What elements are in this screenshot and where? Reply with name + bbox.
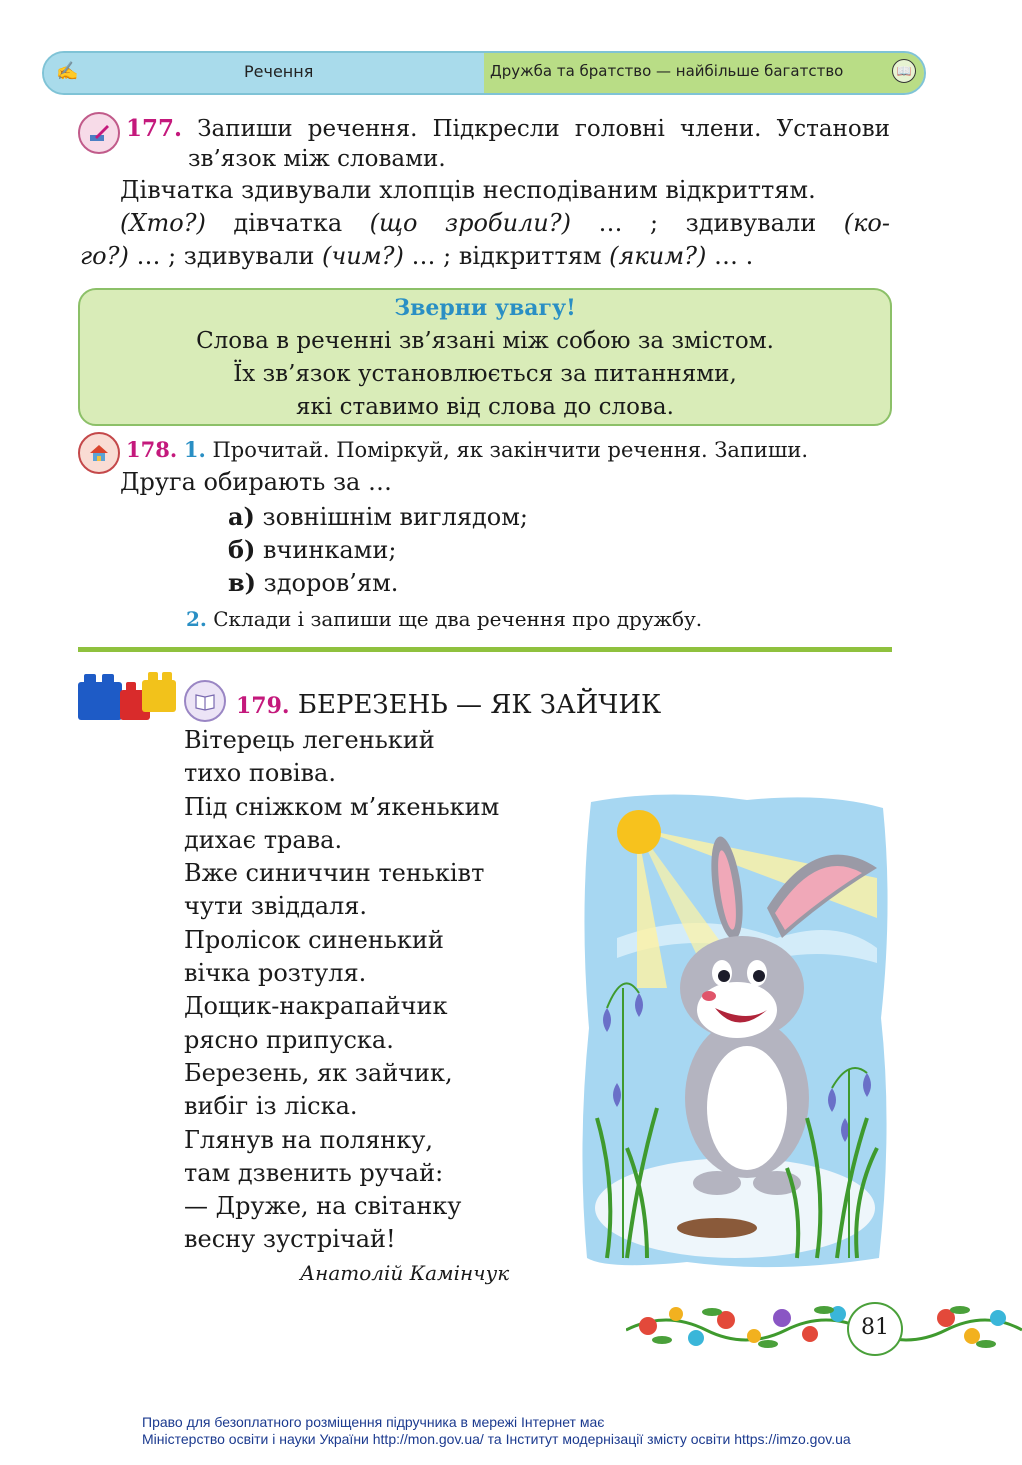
question-with-what: (чим?) bbox=[321, 242, 404, 270]
footer-line-1: Право для безоплатного розміщення підручника в мережі Інтернет має bbox=[142, 1414, 605, 1430]
section-title: Речення bbox=[244, 62, 314, 81]
poem-line: чути звіддаля. bbox=[184, 892, 368, 921]
option-b bbox=[228, 533, 396, 567]
task-179-heading bbox=[236, 690, 661, 720]
book-icon: 📖 bbox=[892, 59, 916, 83]
poem-line: там дзвенить ручай: bbox=[184, 1158, 444, 1187]
poem-line: Вітерець легенький bbox=[184, 726, 435, 754]
poem-line: Березень, як зайчик, bbox=[184, 1058, 453, 1087]
option-b-letter: б) bbox=[228, 535, 256, 564]
task-179-number: 179. bbox=[236, 693, 290, 719]
poem-line: тихо повіва. bbox=[184, 759, 336, 788]
writing-task-icon bbox=[78, 112, 120, 154]
task-177-line-1 bbox=[126, 112, 890, 146]
question-which: (яким?) bbox=[609, 242, 707, 270]
home-task-icon bbox=[78, 432, 120, 474]
poem-line: Глянув на полянку, bbox=[184, 1125, 434, 1154]
lego-bricks-icon bbox=[76, 668, 180, 724]
task-177-questions-line-2 bbox=[80, 240, 753, 273]
task-178-instruction: Прочитай. Поміркуй, як закінчити речення. Запиши. bbox=[212, 438, 809, 462]
task-178-instruction-2: Склади і запиши ще два речення про дружбу. bbox=[213, 607, 703, 631]
task-178-sub-1: 1. bbox=[183, 437, 206, 462]
option-a-letter: а) bbox=[228, 502, 255, 531]
ending-ellipsis: … . bbox=[706, 242, 754, 270]
bunny-illustration bbox=[577, 788, 893, 1274]
task-177-questions-line-1 bbox=[120, 207, 890, 240]
page-header bbox=[42, 51, 926, 95]
note-line-1: Слова в реченні зв’язані між собою за змістом. bbox=[196, 328, 774, 354]
poem-line: Дощик-накрапайчик bbox=[184, 992, 448, 1021]
question-what-did: (що зробили?) bbox=[369, 209, 571, 237]
pen-icon: ✍ bbox=[56, 61, 79, 82]
task-178-line-2 bbox=[186, 604, 702, 634]
footer-line-2: Міністерство освіти і науки України http://mon.gov.ua/ та Інститут модернізації змісту освіти https://imzo.gov.ua bbox=[142, 1431, 851, 1447]
poem bbox=[184, 724, 499, 1257]
poem-line: рясно припуска. bbox=[184, 1025, 394, 1054]
word-zdyvuvaly-2: … ; здивували bbox=[128, 242, 322, 270]
task-178-line-1 bbox=[126, 435, 808, 465]
poem-line: — Друже, на світанку bbox=[184, 1192, 462, 1221]
note-line-2: Їх зв’язок установлюється за питаннями, bbox=[233, 361, 737, 387]
note-line-3: які ставимо від слова до слова. bbox=[296, 394, 674, 420]
task-177-sentence: Дівчатка здивували хлопців несподіваним відкриттям. bbox=[120, 176, 816, 204]
option-b-text: вчинками; bbox=[255, 536, 397, 564]
word-divchatka: дівчатка bbox=[205, 209, 370, 237]
task-178-stem: Друга обирають за … bbox=[120, 468, 392, 496]
option-c-letter: в) bbox=[228, 568, 257, 597]
topic-title: Дружба та братство — найбільше багатство bbox=[490, 62, 844, 80]
option-a bbox=[228, 500, 528, 534]
floral-ornament bbox=[626, 1292, 1022, 1360]
question-who: (Хто?) bbox=[120, 209, 206, 237]
poem-line: Під сніжком м’якеньким bbox=[184, 792, 500, 821]
option-a-text: зовнішнім виглядом; bbox=[254, 503, 528, 531]
option-c bbox=[228, 566, 398, 600]
poem-line: дихає трава. bbox=[184, 825, 343, 854]
question-whom-a: (ко- bbox=[843, 209, 890, 237]
task-178-sub-2: 2. bbox=[186, 607, 207, 631]
word-vidkryttyam: … ; відкриттям bbox=[403, 242, 610, 270]
attention-note bbox=[78, 288, 892, 426]
task-177-number: 177. bbox=[126, 115, 183, 142]
footer-license bbox=[142, 1414, 851, 1448]
task-177-instruction-1: Запиши речення. Підкресли головні члени. Установи bbox=[197, 116, 890, 142]
poem-line: вибіг із ліска. bbox=[184, 1092, 358, 1121]
task-177-instruction-2: зв’язок між словами. bbox=[188, 146, 446, 172]
poem-line: вічка розтуля. bbox=[184, 959, 367, 988]
poem-line: весну зустрічай! bbox=[184, 1225, 396, 1254]
word-zdyvuvaly-1: … ; здивували bbox=[571, 209, 844, 237]
poem-author: Анатолій Камінчук bbox=[300, 1261, 510, 1285]
note-title: Зверни увагу! bbox=[394, 295, 576, 321]
reading-task-icon bbox=[184, 680, 226, 722]
option-c-text: здоров’ям. bbox=[256, 569, 399, 597]
poem-line: Вже синиччин теньківт bbox=[184, 859, 485, 888]
poem-title: БЕРЕЗЕНЬ — ЯК ЗАЙЧИК bbox=[297, 690, 662, 720]
question-whom-b: го?) bbox=[80, 242, 129, 270]
section-divider bbox=[78, 647, 892, 652]
poem-line: Пролісок синенький bbox=[184, 925, 444, 954]
page-number: 81 bbox=[847, 1302, 903, 1356]
task-178-number: 178. bbox=[126, 437, 178, 462]
